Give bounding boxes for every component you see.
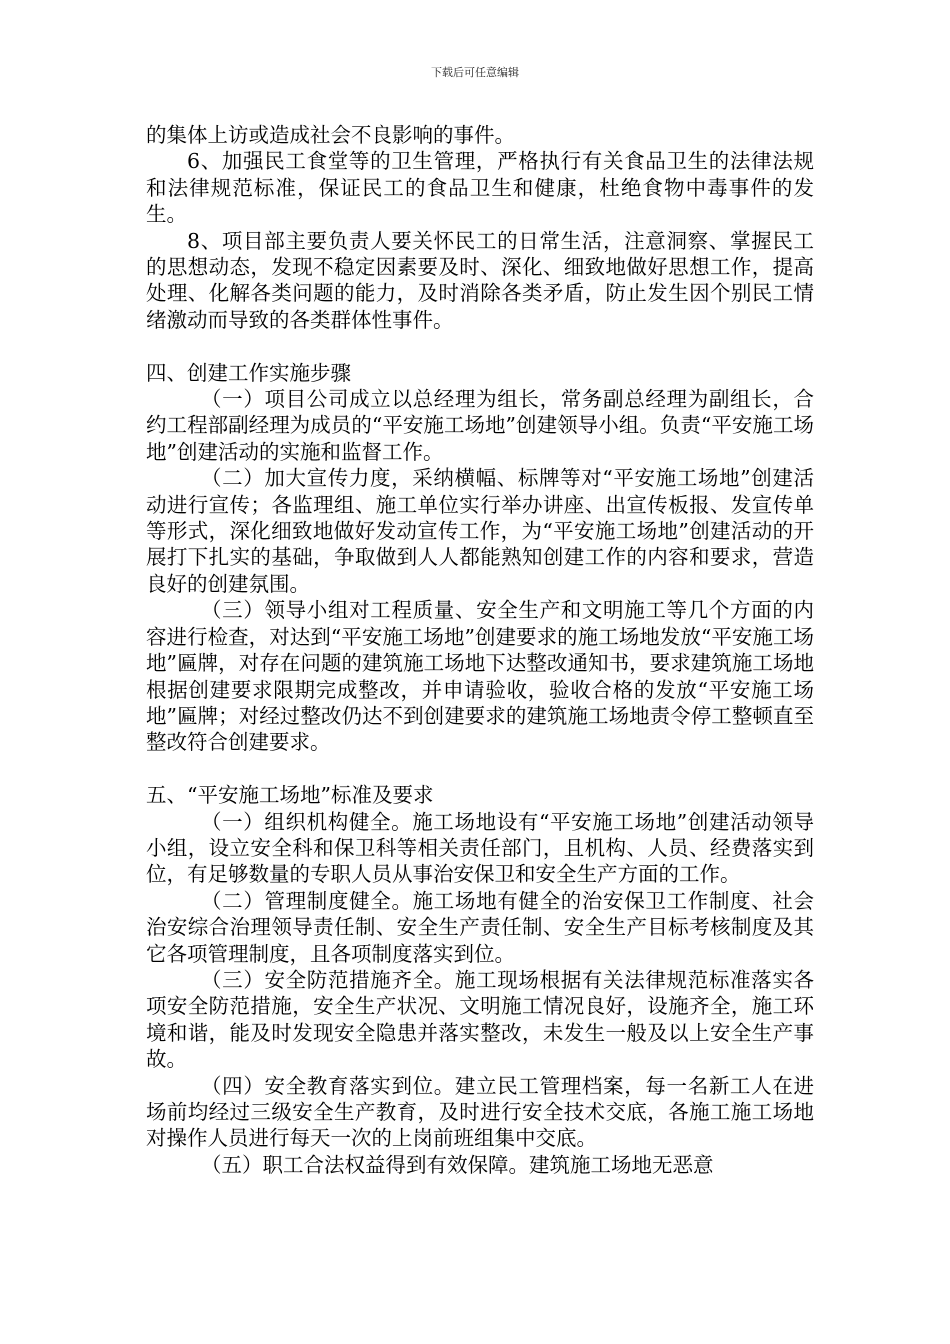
page-header-note: 下载后可任意编辑 [431,66,519,79]
document-body [146,122,814,1178]
paragraph-spacer [146,333,814,359]
paragraph-item-8: 8、项目部主要负责人要关怀民工的日常生活，注意洞察、掌握民工的思想动态，发现不稳定因素要及时、深化、细致地做好思想工作，提高处理、化解各类问题的能力，及时消除各类矛盾，防止发生因个别民工情绪激动而导致的各类群体性事件。 [146,228,814,332]
paragraph-4-2: （二）加大宣传力度，采纳横幅、标牌等对“平安施工场地”创建活动进行宣传；各监理组、施工单位实行举办讲座、出宣传板报、发宣传单等形式，深化细致地做好发动宣传工作，为“平安施工场地”创建活动的开展打下扎实的基础，争取做到人人都能熟知创建工作的内容和要求，营造良好的创建氛围。 [146,466,814,596]
paragraph-item-6: 6、加强民工食堂等的卫生管理，严格执行有关食品卫生的法律法规和法律规范标准，保证民工的食品卫生和健康，杜绝食物中毒事件的发生。 [146,149,814,227]
paragraph-5-4: （四）安全教育落实到位。建立民工管理档案，每一名新工人在进场前均经过三级安全生产教育，及时进行安全技术交底，各施工施工场地对操作人员进行每天一次的上岗前班组集中交底。 [146,1073,814,1151]
paragraph-5-5: （五）职工合法权益得到有效保障。建筑施工场地无恶意 [201,1152,714,1177]
paragraph-spacer [146,756,814,782]
paragraph-continuation: 的集体上访或造成社会不良影响的事件。 [146,123,515,147]
paragraph-5-3: （三）安全防范措施齐全。施工现场根据有关法律规范标准落实各项安全防范措施，安全生产状况、文明施工情况良好，设施齐全，施工环境和谐，能及时发现安全隐患并落实整改，未发生一般及以上安全生产事故。 [146,967,814,1072]
paragraph-5-1: （一）组织机构健全。施工场地设有“平安施工场地”创建活动领导小组，设立安全科和保卫科等相关责任部门，且机构、人员、经费落实到位，有足够数量的专职人员从事治安保卫和安全生产方面的工作。 [146,809,814,887]
paragraph-4-1: （一）项目公司成立以总经理为组长，常务副总经理为副组长，合约工程部副经理为成员的“平安施工场地”创建领导小组。负责“平安施工场地”创建活动的实施和监督工作。 [146,387,814,464]
paragraph-5-2: （二）管理制度健全。施工场地有健全的治安保卫工作制度、社会治安综合治理领导责任制、安全生产责任制、安全生产目标考核制度及其它各项管理制度，且各项制度落实到位。 [146,888,814,966]
section-heading-5: 五、“平安施工场地”标准及要求 [146,783,434,808]
paragraph-4-3: （三）领导小组对工程质量、安全生产和文明施工等几个方面的内容进行检查，对达到“平安施工场地”创建要求的施工场地发放“平安施工场地”匾牌，对存在问题的建筑施工场地下达整改通知书，要求建筑施工场地根据创建要求限期完成整改，并申请验收，验收合格的发放“平安施工场地”匾牌；对经过整改仍达不到创建要求的建筑施工场地责令停工整顿直至整改符合创建要求。 [146,598,814,755]
section-heading-4: 四、创建工作实施步骤 [146,360,351,385]
